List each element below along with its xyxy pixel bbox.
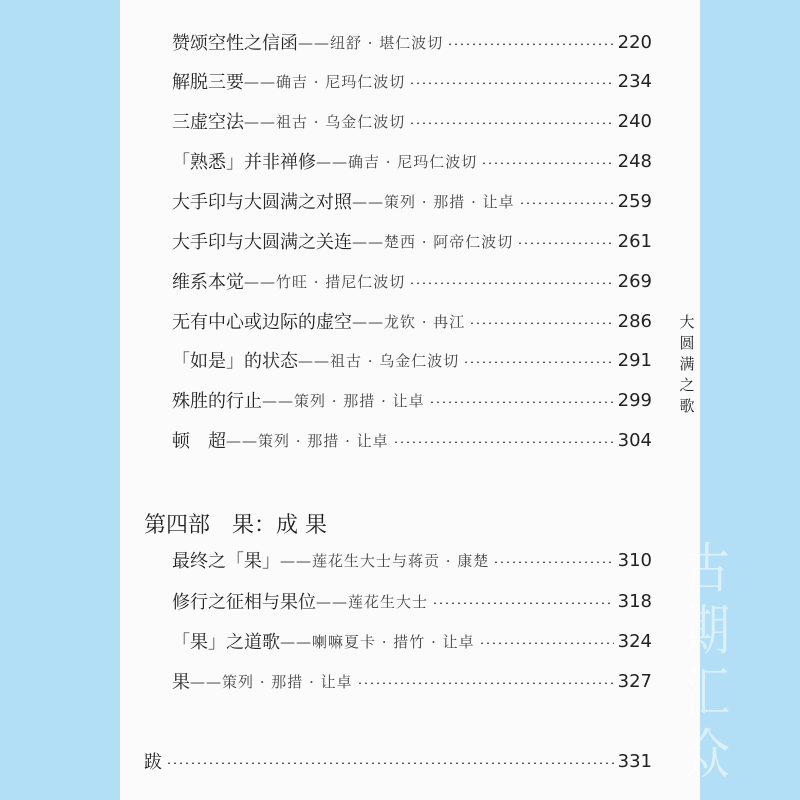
dot-leader [432,602,614,604]
entry-author: ——策列 · 那措 · 让卓 [226,431,389,450]
entry-title: 跋 [144,752,162,773]
entry-title: 维系本觉 [172,272,244,293]
watermark-char: 众 [684,723,730,786]
dot-leader [409,122,613,124]
watermark-char: 汇 [684,661,730,724]
entry-title: 修行之征相与果位 [172,592,316,613]
toc-entry [172,666,652,696]
toc-entry [172,186,652,216]
toc-entry [172,27,652,57]
toc-entry-afterword [144,746,652,776]
entry-author: ——喇嘛夏卡 · 措竹 · 让卓 [280,632,475,651]
entry-author: ——祖古 · 乌金仁波切 [298,351,460,370]
toc-entry [172,106,652,136]
entry-title: 「如是」的状态 [172,351,298,372]
book-page [120,0,700,800]
entry-author: ——策列 · 那措 · 让卓 [352,192,515,211]
entry-page-number: 286 [617,310,652,332]
dot-leader [519,202,614,204]
toc-entry [172,66,652,96]
toc-entry [172,146,652,176]
entry-title: 无有中心或边际的虚空 [172,312,352,333]
entry-page-number: 304 [617,429,652,451]
entry-title: 「果」之道歌 [172,632,280,653]
toc-entry [172,425,652,455]
dot-leader [469,322,613,324]
entry-page-number: 331 [617,750,652,772]
toc-entry [172,226,652,256]
entry-page-number: 324 [617,630,652,652]
toc-entry [172,626,652,656]
title-char: 圆 [679,334,695,352]
watermark [677,538,737,786]
entry-author: ——纽舒 · 堪仁波切 [298,33,444,52]
entry-title: 顿 超 [172,431,226,452]
entry-page-number: 299 [617,389,652,411]
entry-author: ——确吉 · 尼玛仁波切 [244,72,406,91]
entry-page-number: 261 [617,230,652,252]
entry-page-number: 259 [617,190,652,212]
watermark-char: 古 [684,537,730,600]
title-char: 之 [679,376,695,394]
entry-page-number: 220 [617,31,652,53]
entry-author: ——祖古 · 乌金仁波切 [244,112,406,131]
dot-leader [409,282,613,284]
entry-author: ——确吉 · 尼玛仁波切 [316,152,478,171]
toc-entry [172,266,652,296]
toc-entry [172,385,652,415]
dot-leader [429,401,614,403]
vertical-book-title [677,312,697,417]
toc-entry [172,545,652,575]
entry-author: ——莲花生大士 [316,592,429,611]
entry-page-number: 240 [617,110,652,132]
dot-leader [481,162,613,164]
toc-entry [172,345,652,375]
entry-title: 解脱三要 [172,72,244,93]
entry-page-number: 234 [617,70,652,92]
entry-page-number: 269 [617,270,652,292]
toc-entry [172,306,652,336]
entry-author: ——龙钦 · 冉江 [352,312,466,331]
entry-author: ——楚西 · 阿帝仁波切 [352,232,514,251]
entry-title: 「熟悉」并非禅修 [172,152,316,173]
entry-page-number: 327 [617,670,652,692]
entry-title: 大手印与大圆满之对照 [172,192,352,213]
entry-title: 果 [172,672,190,693]
dot-leader [479,642,614,644]
entry-author: ——竹旺 · 措尼仁波切 [244,272,406,291]
entry-page-number: 310 [617,549,652,571]
dot-leader [517,242,613,244]
entry-title: 大手印与大圆满之关连 [172,232,352,253]
dot-leader [409,82,613,84]
entry-author: ——策列 · 那措 · 让卓 [190,672,353,691]
watermark-char: 期 [684,599,730,662]
entry-title: 三虚空法 [172,112,244,133]
entry-title: 殊胜的行止 [172,391,262,412]
dot-leader [357,682,614,684]
title-char: 满 [679,355,695,373]
entry-title: 赞颂空性之信函 [172,33,298,54]
title-char: 大 [679,313,695,331]
entry-author: ——莲花生大士与蒋贡 · 康楚 [280,551,490,570]
dot-leader [463,361,613,363]
part-heading: 第四部 果：成 果 [144,513,327,538]
entry-page-number: 248 [617,150,652,172]
dot-leader [447,43,613,45]
title-char: 歌 [679,397,695,415]
entry-title: 最终之「果」 [172,551,280,572]
dot-leader [393,441,614,443]
dot-leader [166,762,614,764]
dot-leader [493,561,613,563]
entry-page-number: 291 [617,349,652,371]
entry-author: ——策列 · 那措 · 让卓 [262,391,425,410]
toc-entry [172,586,652,616]
entry-page-number: 318 [617,590,652,612]
